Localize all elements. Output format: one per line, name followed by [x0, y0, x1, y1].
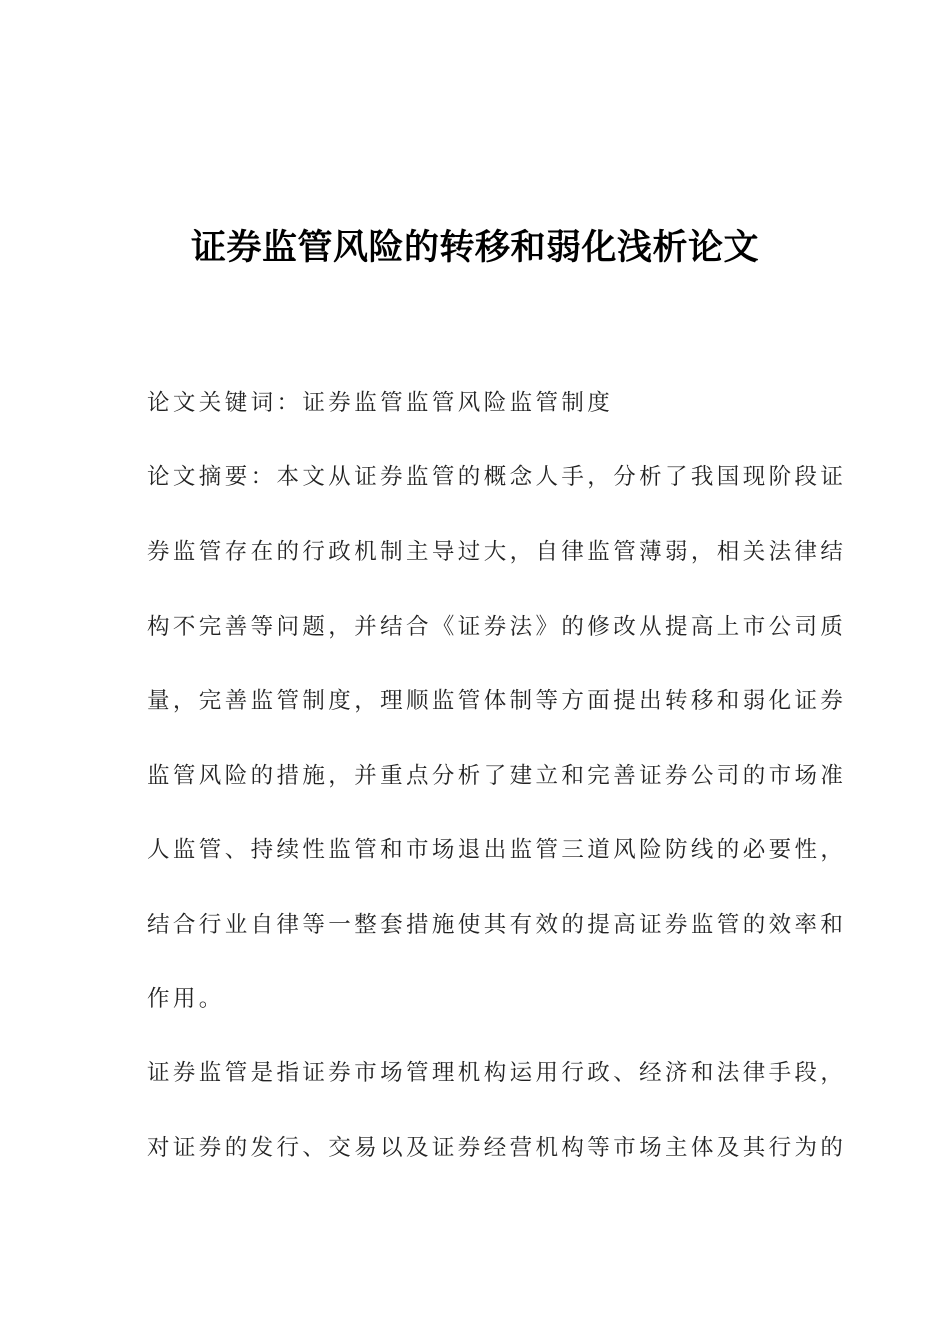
abstract-line: 作用。 — [147, 986, 225, 1012]
body-line: 证券监管是指证券市场管理机构运用行政、经济和法律手段， — [147, 1060, 847, 1086]
document-title: 证券监管风险的转移和弱化浅析论文 — [190, 228, 759, 268]
abstract-line: 券监管存在的行政机制主导过大，自律监管薄弱，相关法律结 — [147, 539, 847, 565]
body-line: 对证券的发行、交易以及证券经营机构等市场主体及其行为的 — [147, 1135, 847, 1161]
abstract-line: 构不完善等问题，并结合《证券法》的修改从提高上市公司质 — [147, 614, 847, 640]
abstract-line: 人监管、持续性监管和市场退出监管三道风险防线的必要性， — [147, 837, 847, 863]
abstract-line: 量，完善监管制度，理顺监管体制等方面提出转移和弱化证券 — [147, 688, 847, 714]
abstract-line: 监管风险的措施，并重点分析了建立和完善证券公司的市场准 — [147, 763, 847, 789]
keywords-line: 论文关键词：证券监管监管风险监管制度 — [147, 390, 614, 416]
abstract-line: 论文摘要：本文从证券监管的概念人手，分析了我国现阶段证 — [147, 464, 847, 490]
abstract-line: 结合行业自律等一整套措施使其有效的提高证券监管的效率和 — [147, 912, 847, 938]
